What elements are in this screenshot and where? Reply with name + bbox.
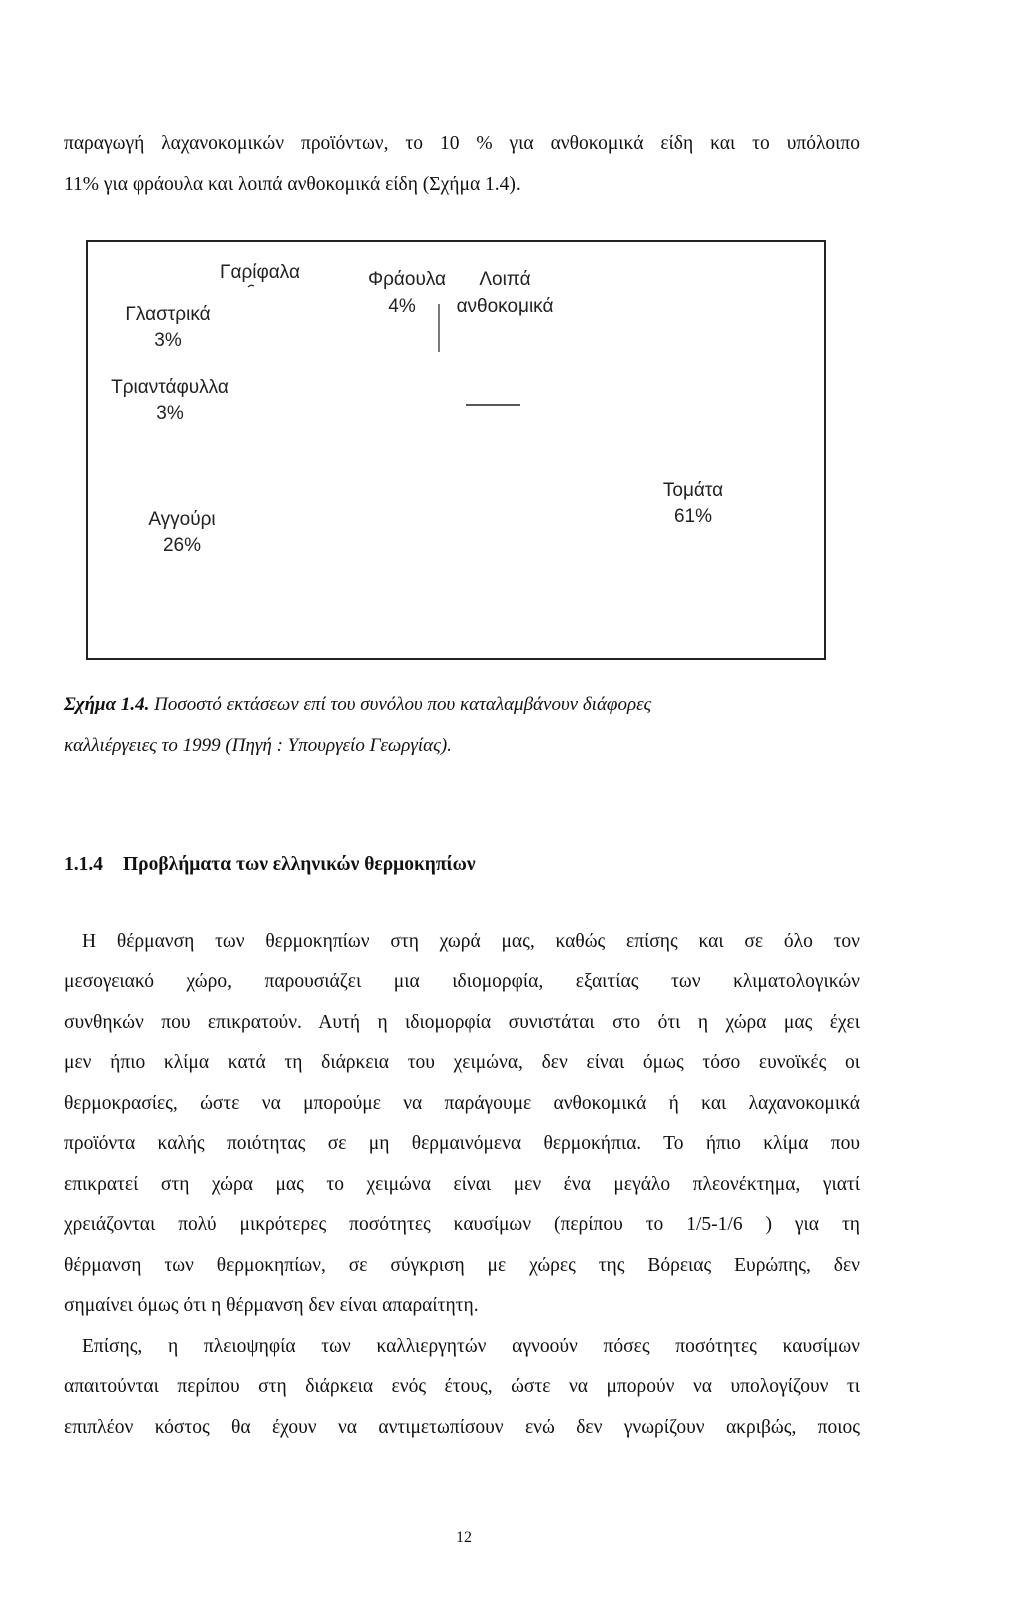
slice-label-name: ανθοκομικά	[456, 296, 554, 317]
slice-label-name: Γαρίφαλα	[220, 262, 300, 283]
slice-label-name: Γλαστρικά	[125, 304, 211, 325]
figure-caption	[64, 692, 864, 718]
slice-label-percent: 26%	[162, 535, 202, 556]
paragraph-line: επιπλέον κόστος θα έχουν να αντιμετωπίσουν ενώ δεν γνωρίζουν ακριβώς, ποιος	[64, 1417, 860, 1438]
section-number: 1.1.4	[64, 854, 103, 875]
page-number: 12	[456, 1529, 472, 1546]
figure-caption-label: Σχήμα 1.4.	[64, 694, 150, 715]
intro-line: παραγωγή λαχανοκομικών προϊόντων, το 10 % για ανθοκομικά είδη και το υπόλοιπο	[64, 133, 860, 154]
paragraph-line: θερμοκρασίες, ώστε να μπορούμε να παράγουμε ανθοκομικά ή και λαχανοκομικά	[64, 1093, 860, 1114]
paragraph-line: μεσογειακό χώρο, παρουσιάζει μια ιδιομορφία, εξαιτίας των κλιματολογικών	[64, 971, 860, 992]
slice-label-name: Τομάτα	[662, 480, 724, 501]
paragraph-line: θέρμανση των θερμοκηπίων, σε σύγκριση με χώρες της Βόρειας Ευρώπης, δεν	[64, 1255, 860, 1276]
paragraph-line: προϊόντα καλής ποιότητας σε μη θερμαινόμενα θερμοκήπια. Το ήπιο κλίμα που	[64, 1133, 860, 1154]
slice-label-name: Λοιπά	[479, 269, 531, 290]
slice-label-percent: 61%	[673, 506, 713, 527]
paragraph-line: απαιτούνται περίπου στη διάρκεια ενός έτους, ώστε να μπορούν να υπολογίζουν τι	[64, 1376, 860, 1397]
section-heading	[64, 852, 476, 878]
pie-chart	[86, 240, 826, 660]
paragraph-line: μεν ήπιο κλίμα κατά τη διάρκεια του χειμώνα, δεν είναι όμως τόσο ευνοϊκές οι	[64, 1052, 860, 1073]
slice-label-name: Τριαντάφυλλα	[111, 377, 229, 398]
paragraph-line: Η θέρμανση των θερμοκηπίων στη χωρά μας, καθώς επίσης και σε όλο τον	[82, 931, 860, 952]
figure-caption-continued: καλλιέργειες το 1999 (Πηγή : Υπουργείο Γεωργίας).	[64, 735, 452, 756]
slice-label-percent: 3%	[154, 330, 182, 351]
section-title: Προβλήματα των ελληνικών θερμοκηπίων	[123, 854, 476, 875]
figure-caption-text: Ποσοστό εκτάσεων επί του συνόλου που καταλαμβάνουν διάφορες	[154, 694, 652, 715]
carnation-leader-line	[248, 285, 254, 287]
paragraph-line: συνθηκών που επικρατούν. Αυτή η ιδιομορφία συνιστάται στο ότι η χώρα μας έχει	[64, 1012, 860, 1033]
paragraph-line: Επίσης, η πλειοψηφία των καλλιεργητών αγνοούν πόσες ποσότητες καυσίμων	[82, 1336, 860, 1357]
paragraph-line: χρειάζονται πολύ μικρότερες ποσότητες καυσίμων (περίπου το 1/5-1/6 ) για τη	[64, 1214, 860, 1235]
paragraph-line: επικρατεί στη χώρα μας το χειμώνα είναι μεν ένα μεγάλο πλεονέκτημα, γιατί	[64, 1174, 860, 1195]
slice-label-name: Αγγούρι	[148, 509, 216, 530]
intro-line: 11% για φράουλα και λοιπά ανθοκομικά είδη (Σχήμα 1.4).	[64, 174, 521, 195]
pie-chart-svg	[88, 242, 824, 658]
slice-label-percent: 4%	[388, 296, 416, 317]
slice-label-name: Φράουλα	[367, 269, 447, 290]
paragraph-line: σημαίνει όμως ότι η θέρμανση δεν είναι απαραίτητη.	[64, 1295, 479, 1316]
slice-label-percent: 3%	[156, 403, 184, 424]
